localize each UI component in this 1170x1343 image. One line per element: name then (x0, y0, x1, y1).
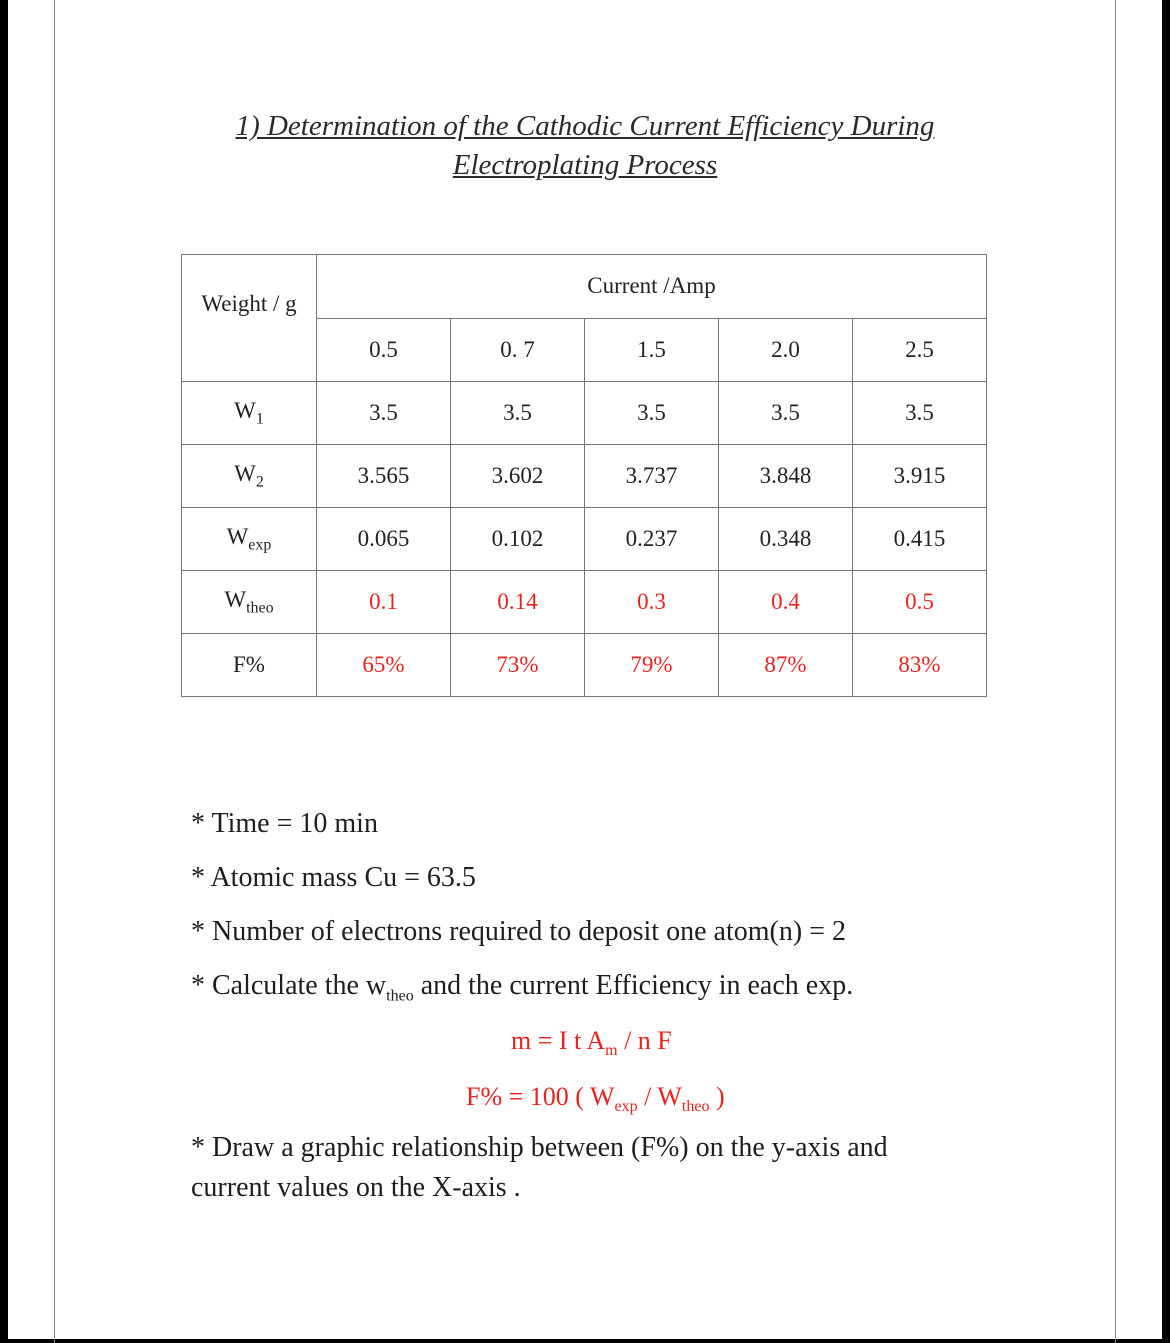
table-row (182, 571, 987, 634)
row-label-subscript: 1 (255, 410, 264, 428)
value-cell: 0.3 (585, 571, 719, 634)
current-value-cell: 2.0 (719, 319, 853, 382)
formula-eff-mid: / W (637, 1082, 682, 1111)
value-cell: 0.1 (317, 571, 451, 634)
current-header-label: Current /Amp (587, 273, 716, 298)
value-cell: 79% (585, 634, 719, 697)
row-label-subscript: exp (248, 536, 272, 554)
value-cell: 0.237 (585, 508, 719, 571)
value-cell: 0.102 (451, 508, 585, 571)
table-row (182, 382, 987, 445)
table-header-row (182, 255, 987, 319)
value-cell: 3.848 (719, 445, 853, 508)
value-cell: 0.415 (853, 508, 987, 571)
value-cell: 3.5 (451, 382, 585, 445)
value-cell: 0.065 (317, 508, 451, 571)
value-cell: 0.4 (719, 571, 853, 634)
row-label: W (234, 397, 256, 423)
table-row (182, 508, 987, 571)
current-value-cell: 0.5 (317, 319, 451, 382)
table-row (182, 634, 987, 697)
value-cell: 83% (853, 634, 987, 697)
row-label: W (224, 586, 247, 612)
value-cell: 3.5 (585, 382, 719, 445)
value-cell: 3.915 (853, 445, 987, 508)
note-calculate (191, 970, 853, 1006)
results-table (181, 254, 987, 697)
formula-eff-tail: ) (709, 1082, 725, 1111)
current-value-cell: 0. 7 (451, 319, 585, 382)
table-row (182, 445, 987, 508)
row-label-cell (182, 508, 317, 571)
title-line-1: 1) Determination of the Cathodic Current Efficiency During (235, 110, 935, 142)
value-cell: 3.5 (719, 382, 853, 445)
current-header-cell (317, 255, 987, 319)
note-time: * Time = 10 min (191, 808, 378, 839)
title-line-2: Electroplating Process (452, 149, 718, 181)
note-electrons: * Number of electrons required to deposit one atom(n) = 2 (191, 916, 846, 947)
row-label-cell (182, 571, 317, 634)
value-cell: 0.5 (853, 571, 987, 634)
value-cell: 3.602 (451, 445, 585, 508)
value-cell: 0.14 (451, 571, 585, 634)
weight-header-label: Weight / g (201, 291, 297, 316)
value-cell: 3.737 (585, 445, 719, 508)
value-cell: 65% (317, 634, 451, 697)
note-calculate-prefix: * Calculate the w (191, 970, 387, 1001)
row-label-cell (182, 382, 317, 445)
value-cell: 3.565 (317, 445, 451, 508)
row-label: W (234, 460, 256, 486)
formula-eff-sub-theo: theo (681, 1098, 710, 1116)
document-page (8, 0, 1162, 1339)
note-calculate-sub: theo (386, 987, 414, 1005)
row-label-cell (182, 634, 317, 697)
formula-eff-sub-exp: exp (614, 1098, 638, 1116)
value-cell: 0.348 (719, 508, 853, 571)
row-label-subscript: 2 (255, 473, 264, 491)
note-calculate-suffix: and the current Efficiency in each exp. (413, 970, 854, 1001)
value-cell: 73% (451, 634, 585, 697)
row-label: F% (233, 652, 265, 677)
value-cell: 87% (719, 634, 853, 697)
current-value-cell: 1.5 (585, 319, 719, 382)
formula-mass-main: m = I t A (511, 1026, 606, 1055)
row-label-subscript: theo (246, 599, 274, 617)
draw-instruction-line-1: * Draw a graphic relationship between (F%) on the y-axis and (191, 1132, 888, 1163)
weight-header-cell (182, 255, 317, 382)
draw-instruction-line-2: current values on the X-axis . (191, 1172, 521, 1203)
row-label: W (226, 523, 249, 549)
row-label-cell (182, 445, 317, 508)
formula-mass (511, 1026, 672, 1060)
formula-mass-sub: m (605, 1042, 618, 1060)
value-cell: 3.5 (317, 382, 451, 445)
formula-eff-prefix: F% = 100 ( W (466, 1082, 615, 1111)
current-value-cell: 2.5 (853, 319, 987, 382)
value-cell: 3.5 (853, 382, 987, 445)
formula-mass-tail: / n F (617, 1026, 672, 1055)
formula-efficiency (466, 1082, 725, 1116)
note-atomic-mass: * Atomic mass Cu = 63.5 (191, 862, 476, 893)
